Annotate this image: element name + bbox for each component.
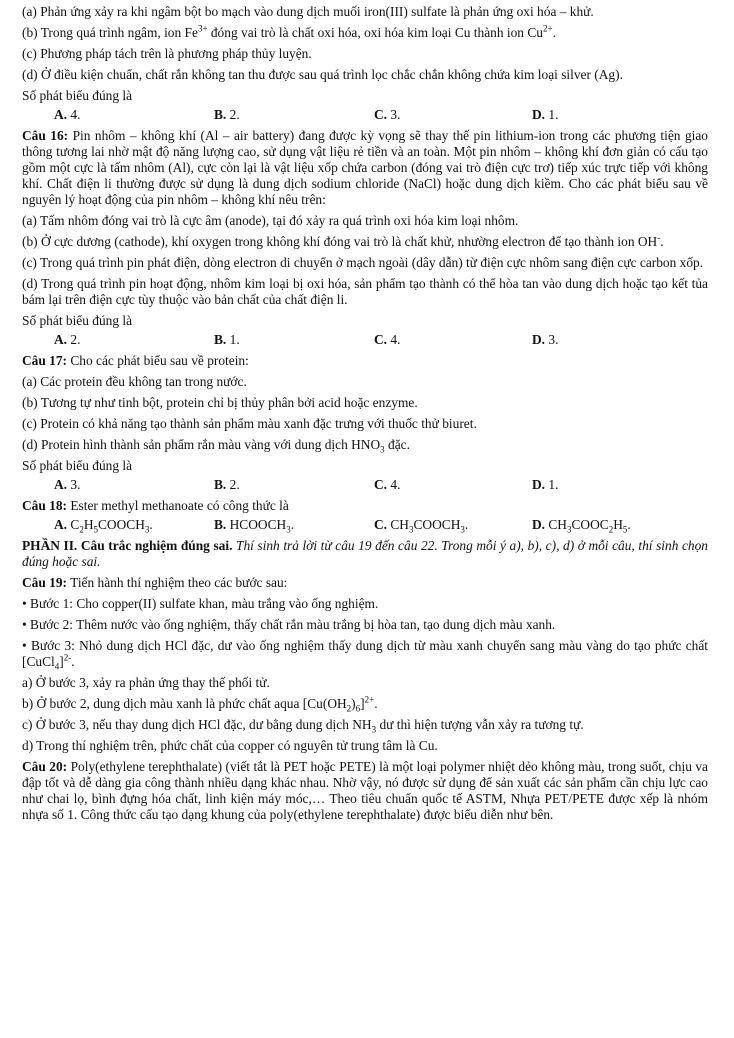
q19-statement-d: d) Trong thí nghiệm trên, phức chất của copper có nguyên tử trung tâm là Cu. [22,738,438,753]
q17-option-d[interactable]: D. 1. [532,477,559,492]
q18-stem: Câu 18: Ester methyl methanoate có công thức là [22,498,289,513]
q17-options [22,477,708,493]
q15-prompt: Số phát biểu đúng là [22,88,133,103]
q19-statement-c: c) Ở bước 3, nếu thay dung dịch HCl đặc, dư bằng dung dịch $NH_3$ dư thì hiện tượng vẫn xảy ra tương tự. [22,717,584,735]
q17-stem: Câu 17: Cho các phát biểu sau về protein: [22,353,249,368]
q19-step1: • Bước 1: Cho copper(II) sulfate khan, màu trắng vào ống nghiệm. [22,596,379,611]
q17-label: Câu 17: [22,353,68,368]
q16-option-b[interactable]: B. 1. [214,332,240,347]
q19-stem: Câu 19: Tiến hành thí nghiệm theo các bước sau: [22,575,288,590]
q15-options [22,107,708,123]
q19-statement-b: b) Ở bước 2, dung dịch màu xanh là phức chất aqua $[Cu(OH_2)_6]^{2+}$. [22,694,378,714]
q18-option-d[interactable]: D. $CH_3COOC_2H_5$. [532,517,631,535]
q15-statement-a: (a) Phản ứng xảy ra khi ngâm bột bo mạch vào dung dịch muối iron(III) sulfate là phản ứng oxi hóa – khử. [22,4,594,19]
q20-label: Câu 20: [22,759,68,774]
q15-statement-d: (d) Ở điều kiện chuẩn, chất rắn không tan thu được sau quá trình lọc chắc chắn không chứa kim loại silver (Ag). [22,67,623,82]
q15-option-a[interactable]: A. 4. [54,107,81,122]
q16-statement-a: (a) Tấm nhôm đóng vai trò là cực âm (anode), tại đó xảy ra quá trình oxi hóa kim loại nhôm. [22,213,519,228]
q17-option-b[interactable]: B. 2. [214,477,240,492]
q17-option-c[interactable]: C. 4. [374,477,401,492]
q16-label: Câu 16: [22,128,69,143]
q15-option-d[interactable]: D. 1. [532,107,559,122]
q16-stem: Câu 16: Pin nhôm – không khí (Al – air battery) đang được kỳ vọng sẽ thay thế pin lithium-ion trong các phương tiện giao thông tương lai nhờ mật độ năng lượng cao, sử dụng vật liệu rẻ tiền và an toàn. Một pin nhôm – không khí đơn giản có cấu tạo gồm một cực là tấm nhôm (Al), cực còn lại là vật liệu xốp chứa carbon (đóng vai trò điện cực trơ) tiếp xúc trực tiếp với không khí. Chất điện li thường được sử dụng là dung dịch sodium chloride (NaCl) hoặc dung dịch kiềm. Cho các phát biểu sau về nguyên lý hoạt động của pin nhôm – không khí nêu trên: [22,128,708,207]
q16-option-d[interactable]: D. 3. [532,332,559,347]
q18-option-c[interactable]: C. $CH_3COOCH_3$. [374,517,469,535]
q16-option-c[interactable]: C. 4. [374,332,401,347]
q17-statement-d: (d) Protein hình thành sản phẩm rắn màu vàng với dung dịch $HNO_3$ đặc. [22,437,410,455]
q17-statement-b: (b) Tương tự như tinh bột, protein chỉ bị thủy phân bởi acid hoặc enzyme. [22,395,418,410]
q18-option-a[interactable]: A. $C_2H_5COOCH_3$. [54,517,153,535]
q15-statement-b: (b) Trong quá trình ngâm, ion $Fe^{3+}$ đóng vai trò là chất oxi hóa, oxi hóa kim loại Cu thành ion $Cu^{2+}$. [22,23,556,40]
q17-option-a[interactable]: A. 3. [54,477,81,492]
q15-option-b[interactable]: B. 2. [214,107,240,122]
q16-statement-d: (d) Trong quá trình pin hoạt động, nhôm kim loại bị oxi hóa, sản phẩm tạo thành có thể hòa tan vào dung dịch hoặc tạo kết tủa bám lại trên điện cực tùy thuộc vào bản chất của chất điện li. [22,276,708,307]
q19-label: Câu 19: [22,575,68,590]
q15-option-c[interactable]: C. 3. [374,107,401,122]
q17-statement-a: (a) Các protein đều không tan trong nước. [22,374,247,389]
q19-statement-a: a) Ở bước 3, xảy ra phản ứng thay thế phối tử. [22,675,270,690]
q17-prompt: Số phát biểu đúng là [22,458,133,473]
q16-statement-c: (c) Trong quá trình pin phát điện, dòng electron di chuyển ở mạch ngoài (dây dẫn) từ điện cực nhôm sang điện cực carbon xốp. [22,255,704,270]
q18-option-b[interactable]: B. $HCOOCH_3$. [214,517,295,535]
q16-statement-b: (b) Ở cực dương (cathode), khí oxygen trong không khí đóng vai trò là chất khử, nhường electron để tạo thành ion OH-. [22,232,664,249]
q20-stem: Câu 20: Poly(ethylene terephthalate) (viết tắt là PET hoặc PETE) là một loại polymer nhiệt dẻo không màu, trong suốt, chịu va đập tốt và dễ dàng gia công thành nhiều dạng khác nhau. Nhờ vậy, nó được sử dụng để sản xuất các sản phẩm cần chịu lực cao như chai lọ, bình đựng hóa chất, linh kiện máy móc,… Theo tiêu chuẩn quốc tế ASTM, Nhựa PET/PETE được xếp là nhóm nhựa số 1. Công thức cấu tạo dạng khung của poly(ethylene terephthalate) được biểu diễn như bên. [22,759,708,822]
part2-heading: PHẦN II. Câu trắc nghiệm đúng sai. Thí sinh trả lời từ câu 19 đến câu 22. Trong mỗi ý a), b), c), d) ở mỗi câu, thí sinh chọn đúng hoặc sai. [22,538,708,569]
q15-statement-c: (c) Phương pháp tách trên là phương pháp thủy luyện. [22,46,312,61]
q18-options [22,517,708,533]
q19-step2: • Bước 2: Thêm nước vào ống nghiệm, thấy chất rắn màu trắng bị hòa tan, tạo dung dịch màu xanh. [22,617,556,632]
q16-prompt: Số phát biểu đúng là [22,313,133,328]
q16-option-a[interactable]: A. 2. [54,332,81,347]
q16-options [22,332,708,348]
q17-statement-c: (c) Protein có khả năng tạo thành sản phẩm màu xanh đặc trưng với thuốc thử biuret. [22,416,477,431]
q18-label: Câu 18: [22,498,68,513]
q19-step3: • Bước 3: Nhỏ dung dịch HCl đặc, dư vào ống nghiệm thấy dung dịch từ màu xanh chuyển sang màu vàng do tạo phức chất [CuCl$_4$]$^{2-}$. [22,638,708,672]
